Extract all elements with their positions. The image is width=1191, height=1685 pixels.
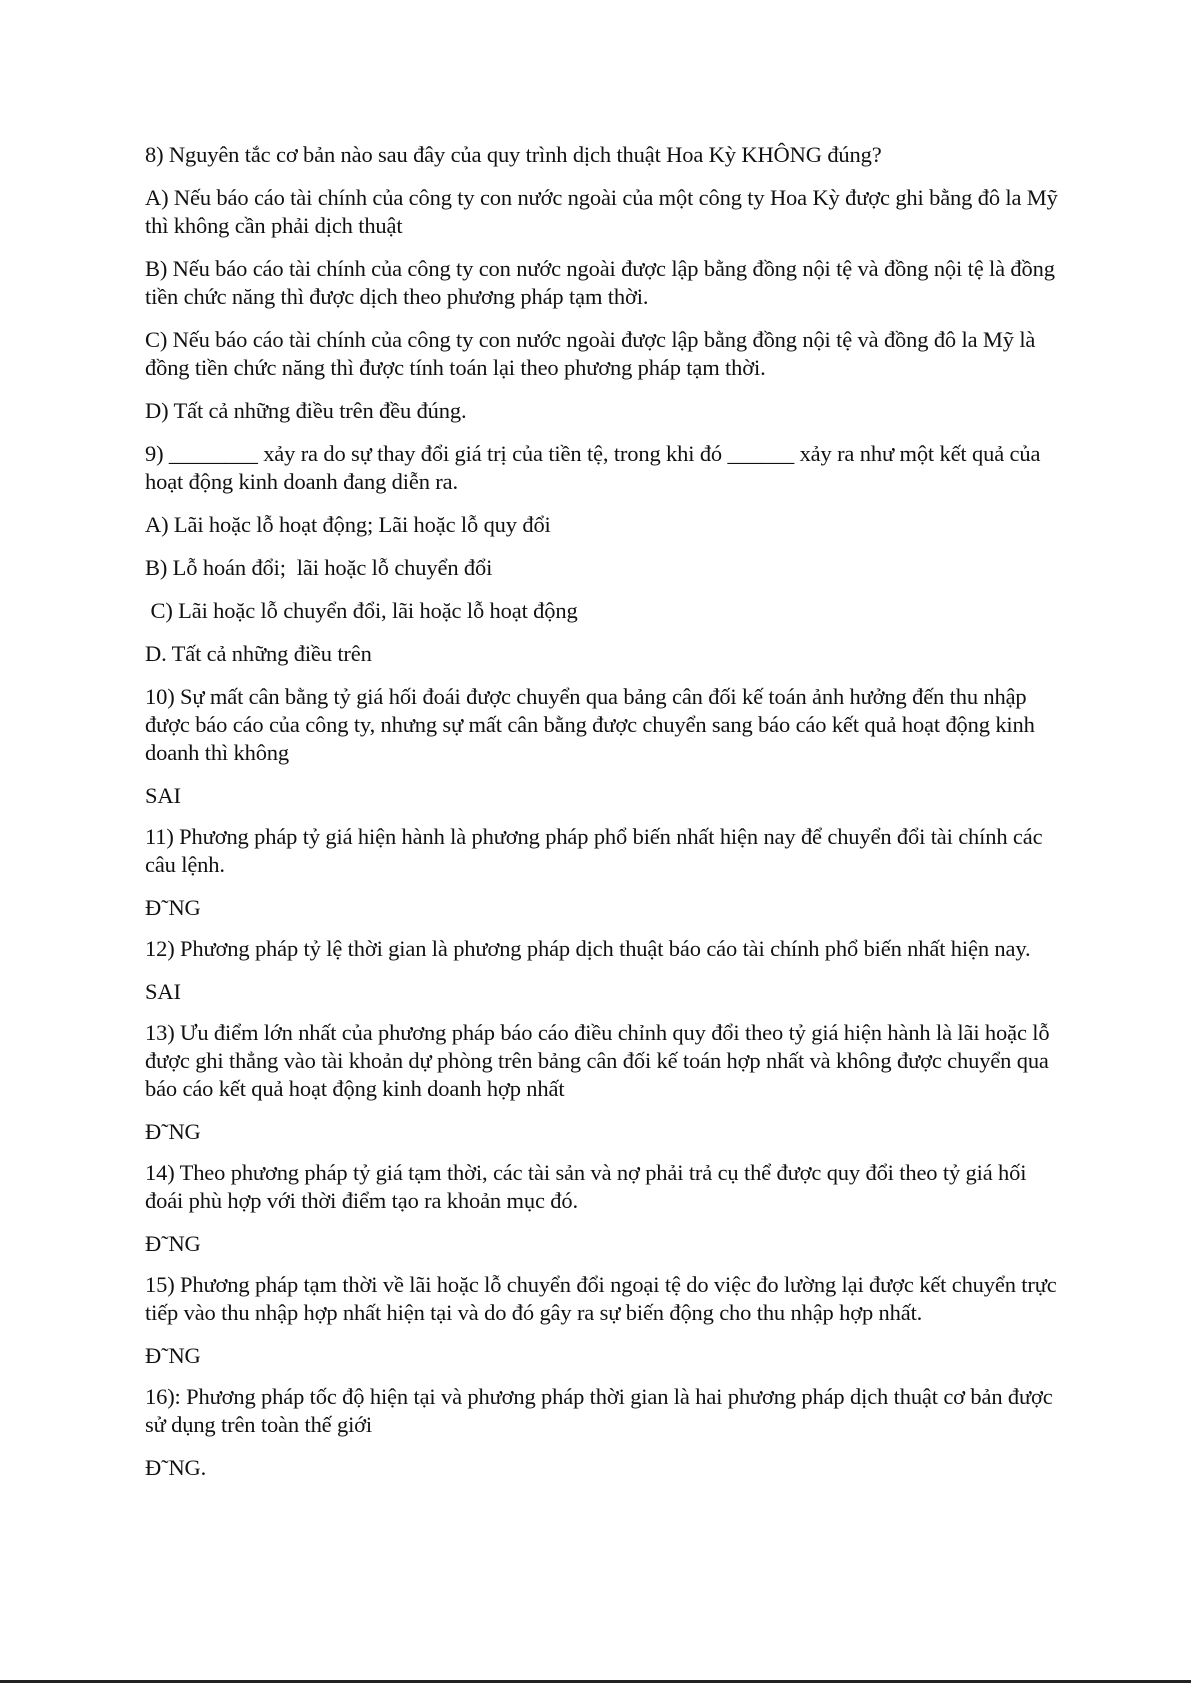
question-9-option-c: C) Lãi hoặc lỗ chuyển đổi, lãi hoặc lỗ hoạt động — [145, 598, 578, 623]
answer-14: Đ˜NG — [145, 1231, 201, 1256]
question-12: 12) Phương pháp tỷ lệ thời gian là phương pháp dịch thuật báo cáo tài chính phổ biến nhất hiện nay. — [145, 936, 1031, 961]
question-9: 9) ________ xảy ra do sự thay đổi giá trị của tiền tệ, trong khi đó ______ xảy ra như một kết quả của hoạt động kinh doanh đang diễn ra. — [145, 441, 1046, 494]
answer-15: Đ˜NG — [145, 1343, 201, 1368]
question-8: 8) Nguyên tắc cơ bản nào sau đây của quy trình dịch thuật Hoa Kỳ KHÔNG đúng? — [145, 142, 882, 167]
question-15: 15) Phương pháp tạm thời về lãi hoặc lỗ chuyển đổi ngoại tệ do việc đo lường lại được kết chuyển trực tiếp vào thu nhập hợp nhất hiện tại và do đó gây ra sự biến động cho thu nhập hợp nhất. — [145, 1272, 1063, 1325]
question-8-option-d: D) Tất cả những điều trên đều đúng. — [145, 398, 467, 423]
answer-13: Đ˜NG — [145, 1119, 201, 1144]
page-bottom-divider — [0, 1680, 1191, 1683]
document-body — [145, 141, 1064, 1495]
question-9-option-b: B) Lỗ hoán đổi; lãi hoặc lỗ chuyển đổi — [145, 555, 493, 580]
question-8-option-a: A) Nếu báo cáo tài chính của công ty con nước ngoài của một công ty Hoa Kỳ được ghi bằng đô la Mỹ thì không cần phải dịch thuật — [145, 185, 1064, 238]
answer-16: Đ˜NG. — [145, 1455, 207, 1480]
answer-11: Đ˜NG — [145, 895, 201, 920]
question-8-option-b: B) Nếu báo cáo tài chính của công ty con nước ngoài được lập bằng đồng nội tệ và đồng nội tệ là đồng tiền chức năng thì được dịch theo phương pháp tạm thời. — [145, 256, 1061, 309]
question-14: 14) Theo phương pháp tỷ giá tạm thời, các tài sản và nợ phải trả cụ thể được quy đổi theo tỷ giá hối đoái phù hợp với thời điểm tạo ra khoản mục đó. — [145, 1160, 1032, 1213]
question-16: 16): Phương pháp tốc độ hiện tại và phương pháp thời gian là hai phương pháp dịch thuật cơ bản được sử dụng trên toàn thế giới — [145, 1384, 1059, 1437]
question-8-option-c: C) Nếu báo cáo tài chính của công ty con nước ngoài được lập bằng đồng nội tệ và đồng đô la Mỹ là đồng tiền chức năng thì được tính toán lại theo phương pháp tạm thời. — [145, 327, 1041, 380]
question-10: 10) Sự mất cân bằng tỷ giá hối đoái được chuyển qua bảng cân đối kế toán ảnh hưởng đến thu nhập được báo cáo của công ty, nhưng sự mất cân bằng được chuyển sang báo cáo kết quả hoạt động kinh doanh thì không — [145, 684, 1041, 765]
answer-10: SAI — [145, 783, 181, 808]
question-9-option-d: D. Tất cả những điều trên — [145, 641, 372, 666]
question-11: 11) Phương pháp tỷ giá hiện hành là phương pháp phổ biến nhất hiện nay để chuyển đổi tài chính các câu lệnh. — [145, 824, 1048, 877]
answer-12: SAI — [145, 979, 181, 1004]
question-9-option-a: A) Lãi hoặc lỗ hoạt động; Lãi hoặc lỗ quy đổi — [145, 512, 551, 537]
question-13: 13) Ưu điểm lớn nhất của phương pháp báo cáo điều chỉnh quy đổi theo tỷ giá hiện hành là lãi hoặc lỗ được ghi thẳng vào tài khoản dự phòng trên bảng cân đối kế toán hợp nhất và không được chuyển qua báo cáo kết quả hoạt động kinh doanh hợp nhất — [145, 1020, 1055, 1101]
